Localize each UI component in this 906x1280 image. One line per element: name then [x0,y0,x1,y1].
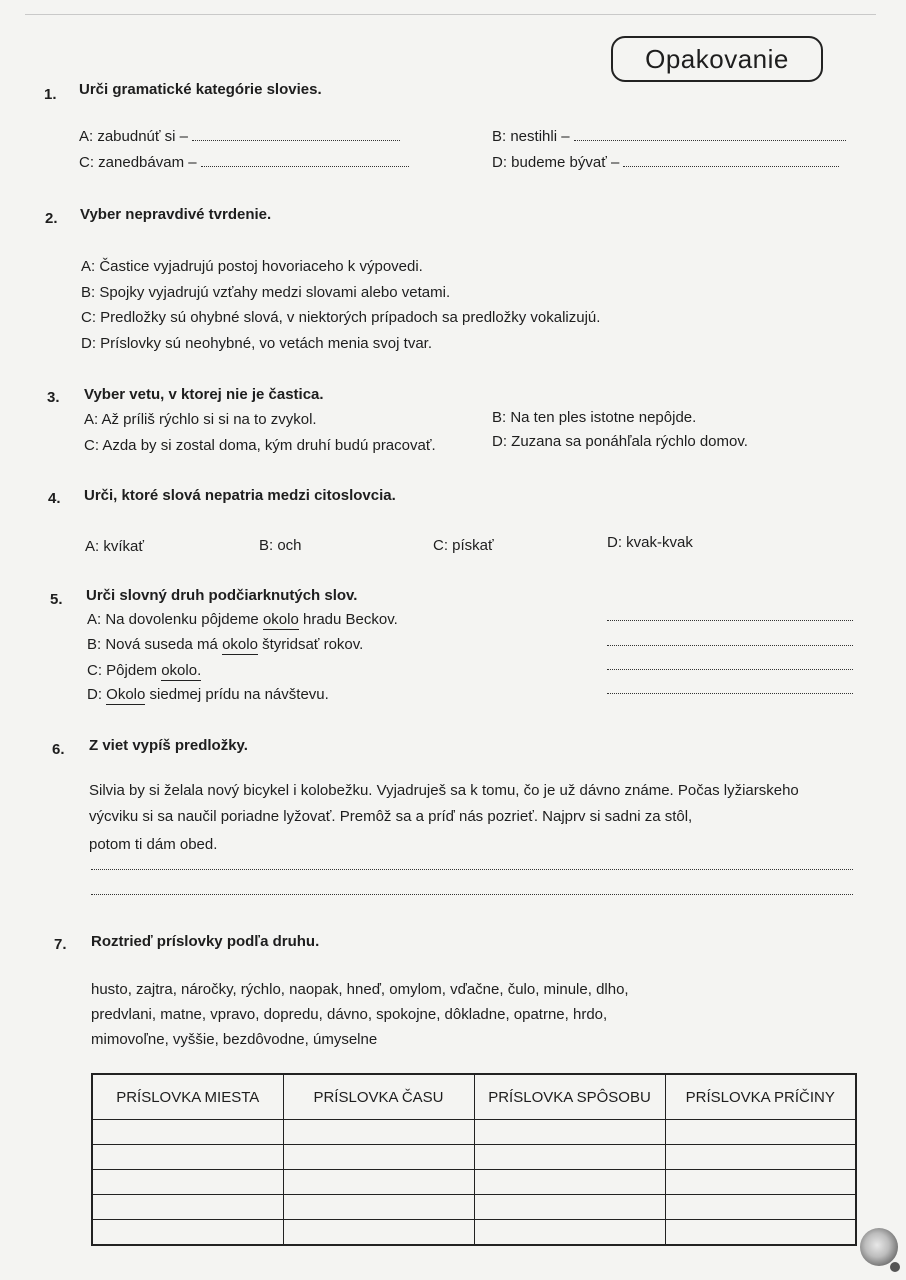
q5-option-a [87,611,398,628]
q6-title: Z viet vypíš predložky. [89,737,248,754]
q1-option-a-text: A: zabudnúť si – [79,128,189,145]
table-row [92,1120,856,1145]
q5-option-b-before: B: Nová suseda má [87,636,223,653]
q3-option-d[interactable]: D: Zuzana sa ponáhľala rýchlo domov. [492,433,748,450]
table-cell[interactable] [283,1195,474,1220]
table-cell[interactable] [283,1120,474,1145]
table-cell[interactable] [92,1120,283,1145]
q7-words-line-2: predvlani, matne, vpravo, dopredu, dávno, spokojne, dôkladne, opatrne, hrdo, [91,1006,608,1023]
table-cell[interactable] [474,1145,665,1170]
table-row [92,1195,856,1220]
adverb-table [91,1073,857,1246]
adverb-header-cause: PRÍSLOVKA PRÍČINY [665,1074,856,1120]
table-cell[interactable] [92,1195,283,1220]
q5-option-a-underlined: okolo [262,611,299,628]
q5-option-b [87,636,363,653]
q3-option-a[interactable]: A: Až príliš rýchlo si si na to zvykol. [84,411,317,428]
table-cell[interactable] [665,1145,856,1170]
q6-text-line-3: potom ti dám obed. [89,836,218,853]
q4-option-b[interactable]: B: och [259,537,302,554]
q5-option-a-before: A: Na dovolenku pôjdeme [87,611,263,628]
q5-title: Urči slovný druh podčiarknutých slov. [86,587,358,604]
q1-answer-c-line[interactable] [201,166,409,167]
q5-option-c [87,662,201,679]
q5-option-b-after: štyridsať rokov. [257,636,364,653]
adverb-header-place: PRÍSLOVKA MIESTA [92,1074,283,1120]
q4-option-d[interactable]: D: kvak-kvak [607,534,693,551]
page-title: Opakovanie [611,36,823,82]
table-cell[interactable] [92,1170,283,1195]
table-row [92,1145,856,1170]
q1-option-c-text: C: zanedbávam – [79,154,197,171]
table-cell[interactable] [474,1195,665,1220]
q2-option-c[interactable]: C: Predložky sú ohybné slová, v niektorých prípadoch sa predložky vokalizujú. [81,309,601,326]
table-cell[interactable] [474,1220,665,1246]
table-cell[interactable] [283,1220,474,1246]
q4-option-c[interactable]: C: pískať [433,537,494,554]
page-corner-dot-icon [890,1262,900,1272]
q7-title: Roztrieď príslovky podľa druhu. [91,933,320,950]
q5-answer-d-line[interactable] [607,693,853,694]
q5-option-a-after: hradu Beckov. [298,611,398,628]
page-corner-circle-icon [860,1228,898,1266]
q2-option-d[interactable]: D: Príslovky sú neohybné, vo vetách menia svoj tvar. [81,335,432,352]
q6-text-line-2: výcviku si sa naučil poriadne lyžovať. Premôž sa a príď nás pozrieť. Najprv si sadni za stôl, [89,808,693,825]
q1-option-b [492,128,846,145]
q4-option-a[interactable]: A: kvíkať [85,538,144,555]
table-cell[interactable] [283,1145,474,1170]
q1-option-d [492,154,839,171]
table-cell[interactable] [665,1220,856,1246]
q1-answer-a-line[interactable] [192,140,400,141]
table-cell[interactable] [665,1170,856,1195]
table-cell[interactable] [283,1170,474,1195]
q3-title: Vyber vetu, v ktorej nie je častica. [84,386,324,403]
q3-option-b[interactable]: B: Na ten ples istotne nepôjde. [492,409,697,426]
q1-option-a [79,128,400,145]
q2-title: Vyber nepravdivé tvrdenie. [80,206,272,223]
q3-option-c[interactable]: C: Azda by si zostal doma, kým druhí budú pracovať. [84,437,436,454]
q5-option-d-underlined: Okolo [106,686,146,703]
q1-option-b-text: B: nestihli – [492,128,570,145]
table-row [92,1220,856,1246]
q5-answer-b-line[interactable] [607,645,853,646]
q5-answer-a-line[interactable] [607,620,853,621]
q1-title: Urči gramatické kategórie slovies. [79,81,322,98]
table-cell[interactable] [665,1195,856,1220]
table-cell[interactable] [92,1145,283,1170]
q5-option-d-after: siedmej prídu na návštevu. [145,686,329,703]
q7-words-line-3: mimovoľne, vyššie, bezdôvodne, úmyselne [91,1031,378,1048]
q5-option-d-before: D: [87,686,107,703]
top-border-line [25,14,876,15]
q1-number: 1. [44,86,57,103]
q5-number: 5. [50,591,63,608]
table-cell[interactable] [474,1120,665,1145]
q5-answer-c-line[interactable] [607,669,853,670]
q6-number: 6. [52,741,65,758]
table-cell[interactable] [474,1170,665,1195]
q4-number: 4. [48,490,61,507]
q1-answer-b-line[interactable] [574,140,846,141]
q7-words-line-1: husto, zajtra, náročky, rýchlo, naopak, hneď, omylom, vďačne, čulo, minule, dlho, [91,981,629,998]
q6-answer-line-2[interactable] [91,894,853,895]
q6-answer-line-1[interactable] [91,869,853,870]
table-cell[interactable] [665,1120,856,1145]
q1-option-d-text: D: budeme bývať – [492,154,620,171]
q1-option-c [79,154,409,171]
table-row [92,1170,856,1195]
q2-option-a[interactable]: A: Častice vyjadrujú postoj hovoriaceho k výpovedi. [81,258,423,275]
adverb-header-manner: PRÍSLOVKA SPÔSOBU [474,1074,665,1120]
q7-number: 7. [54,936,67,953]
q5-option-c-before: C: Pôjdem [87,662,162,679]
q5-option-d [87,686,329,703]
q4-title: Urči, ktoré slová nepatria medzi citoslovcia. [84,487,396,504]
adverb-table-header-row [92,1074,856,1120]
q6-text-line-1: Silvia by si želala nový bicykel i kolobežku. Vyjadruješ sa k tomu, čo je už dávno známe. Počas lyžiarskeho [89,782,799,799]
adverb-header-time: PRÍSLOVKA ČASU [283,1074,474,1120]
q2-option-b[interactable]: B: Spojky vyjadrujú vzťahy medzi slovami alebo vetami. [81,284,451,301]
q1-answer-d-line[interactable] [623,166,839,167]
q5-option-c-underlined: okolo. [161,662,202,679]
q3-number: 3. [47,389,60,406]
q5-option-b-underlined: okolo [222,636,258,653]
table-cell[interactable] [92,1220,283,1246]
q2-number: 2. [45,210,58,227]
